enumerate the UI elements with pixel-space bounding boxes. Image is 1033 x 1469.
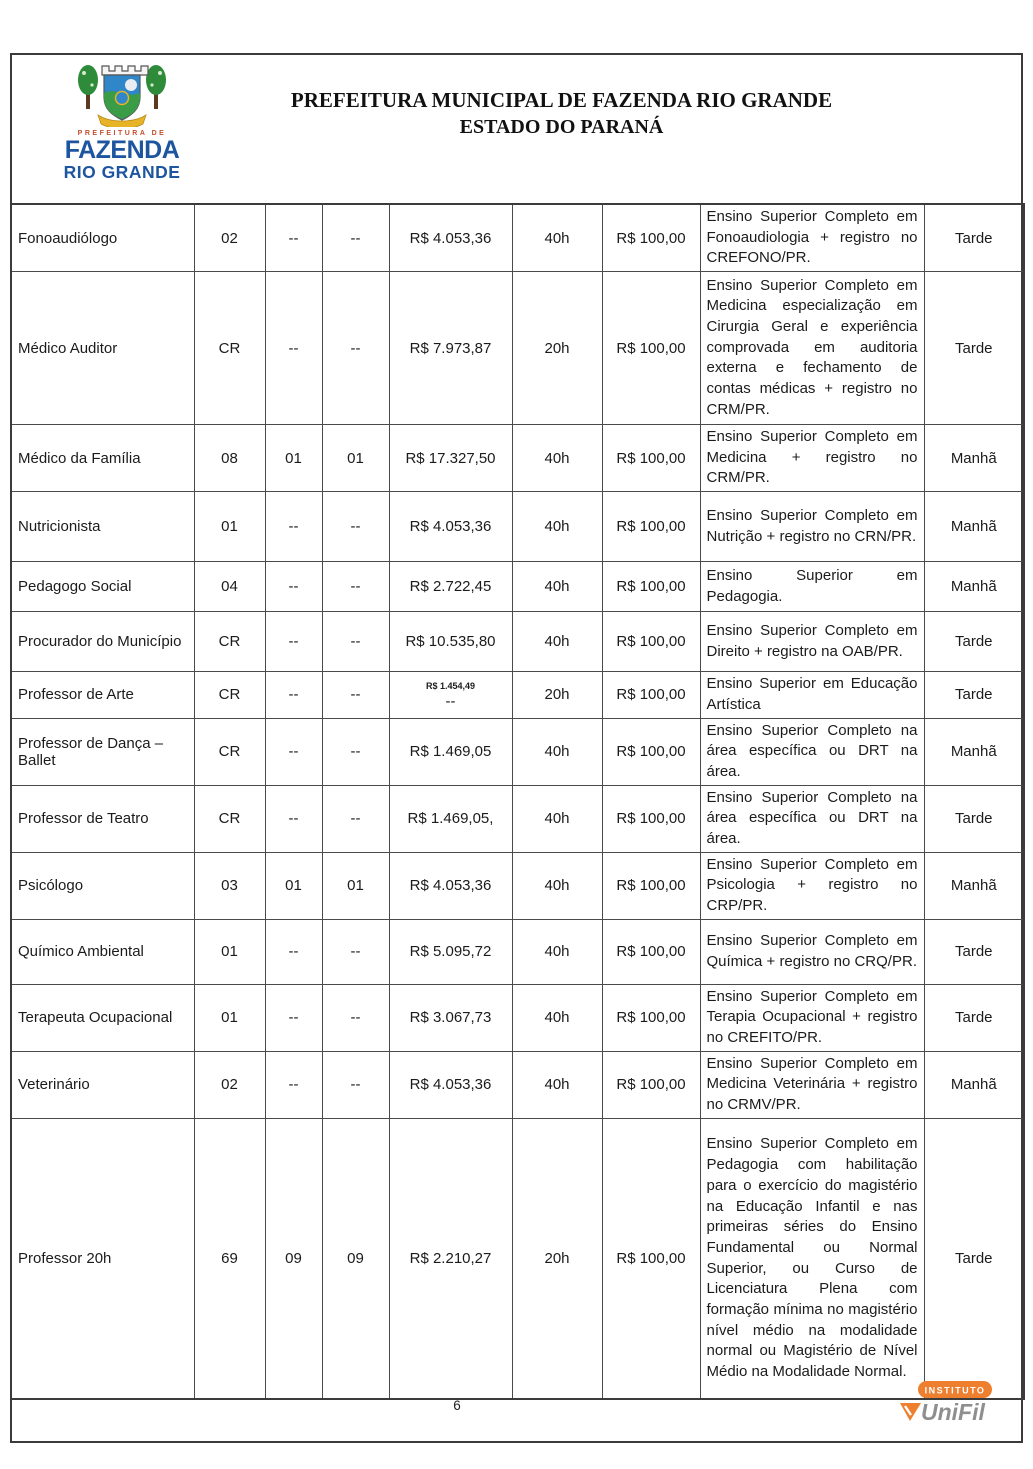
- salary-cell: [389, 612, 512, 672]
- document-title: [142, 87, 981, 140]
- reserved-quota-cell: --: [322, 672, 389, 718]
- table-row: [11, 204, 1024, 272]
- unifil-logo: [894, 1379, 998, 1432]
- salary-value: R$ 1.469,05: [409, 743, 492, 761]
- requirements-cell: Ensino Superior Completo em Fonoaudiologia + registro no CREFONO/PR.: [700, 204, 924, 272]
- page-number: 6: [453, 1398, 461, 1413]
- workload-cell: 40h: [512, 612, 602, 672]
- salary-value: R$ 7.973,87: [409, 339, 492, 357]
- table-row: [11, 672, 1024, 718]
- logo-city-name-2: RIO GRANDE: [63, 161, 181, 182]
- period-cell: Tarde: [924, 204, 1024, 272]
- vacancies-cell: 02: [194, 1051, 265, 1118]
- reserved-quota-cell: --: [322, 785, 389, 852]
- vacancies-table: [10, 203, 1025, 1400]
- svg-text:UniFil: UniFil: [921, 1399, 985, 1425]
- job-title-cell: Fonoaudiólogo: [11, 204, 194, 272]
- reserved-quota-cell: 09: [322, 1118, 389, 1399]
- job-title-cell: Procurador do Município: [11, 612, 194, 672]
- reserved-quota-cell: --: [265, 612, 322, 672]
- salary-value: R$ 4.053,36: [409, 229, 492, 247]
- vacancies-cell: 03: [194, 852, 265, 919]
- salary-cell: [389, 492, 512, 562]
- reserved-quota-cell: --: [322, 919, 389, 984]
- salary-cell: [389, 272, 512, 425]
- table-row: [11, 492, 1024, 562]
- vacancies-cell: CR: [194, 672, 265, 718]
- period-cell: Tarde: [924, 672, 1024, 718]
- requirements-cell: Ensino Superior Completo em Direito + registro na OAB/PR.: [700, 612, 924, 672]
- requirements-cell: Ensino Superior Completo na área específica ou DRT na área.: [700, 718, 924, 785]
- salary-cell: [389, 425, 512, 492]
- reserved-quota-cell: 01: [265, 425, 322, 492]
- reserved-quota-cell: --: [265, 718, 322, 785]
- workload-cell: 20h: [512, 272, 602, 425]
- workload-cell: 20h: [512, 672, 602, 718]
- reserved-quota-cell: --: [322, 492, 389, 562]
- job-title-cell: Professor de Teatro: [11, 785, 194, 852]
- fee-cell: R$ 100,00: [602, 718, 700, 785]
- workload-cell: 40h: [512, 852, 602, 919]
- period-cell: Manhã: [924, 425, 1024, 492]
- salary-value: R$ 3.067,73: [409, 1009, 492, 1027]
- workload-cell: 40h: [512, 204, 602, 272]
- salary-value: R$ 10.535,80: [405, 633, 496, 651]
- logo-pretitle: PREFEITURA DE: [77, 130, 167, 137]
- reserved-quota-cell: --: [322, 718, 389, 785]
- salary-value: R$ 17.327,50: [405, 449, 496, 467]
- vacancies-cell: 01: [194, 492, 265, 562]
- table-row: [11, 272, 1024, 425]
- vacancies-cell: 04: [194, 562, 265, 612]
- salary-value: R$ 2.722,45: [409, 578, 492, 596]
- job-title-cell: Professor de Dança – Ballet: [11, 718, 194, 785]
- salary-cell: [389, 718, 512, 785]
- requirements-cell: Ensino Superior Completo em Medicina + registro no CRM/PR.: [700, 425, 924, 492]
- fee-cell: R$ 100,00: [602, 852, 700, 919]
- requirements-cell: Ensino Superior em Pedagogia.: [700, 562, 924, 612]
- reserved-quota-cell: --: [322, 272, 389, 425]
- table-row: [11, 1118, 1024, 1399]
- fee-cell: R$ 100,00: [602, 425, 700, 492]
- vacancies-cell: CR: [194, 785, 265, 852]
- fee-cell: R$ 100,00: [602, 1118, 700, 1399]
- reserved-quota-cell: 09: [265, 1118, 322, 1399]
- workload-cell: 40h: [512, 919, 602, 984]
- reserved-quota-cell: 01: [322, 425, 389, 492]
- salary-value: R$ 5.095,72: [409, 943, 492, 961]
- vacancies-cell: 69: [194, 1118, 265, 1399]
- table-row: [11, 919, 1024, 984]
- job-title-cell: Médico Auditor: [11, 272, 194, 425]
- vacancies-cell: CR: [194, 612, 265, 672]
- salary-cell: [389, 984, 512, 1051]
- period-cell: Tarde: [924, 785, 1024, 852]
- salary-value: --: [445, 692, 456, 710]
- reserved-quota-cell: --: [322, 562, 389, 612]
- table-row: [11, 1051, 1024, 1118]
- requirements-cell: Ensino Superior Completo em Psicologia + registro no CRP/PR.: [700, 852, 924, 919]
- title-line-1: PREFEITURA MUNICIPAL DE FAZENDA RIO GRANDE: [290, 88, 833, 112]
- salary-value: R$ 2.210,27: [409, 1250, 492, 1268]
- requirements-cell: Ensino Superior Completo em Pedagogia com habilitação para o exercício do magistério na Educação Infantil e nas primeiras séries do Ensino Fundamental ou Normal Superior, ou Curso de Licenciatura Plena com formação mínima no magistério nível médio na modalidade normal ou Magistério de Nível Médio na Modalidade Normal.: [700, 1118, 924, 1399]
- job-title-cell: Professor de Arte: [11, 672, 194, 718]
- reserved-quota-cell: --: [265, 785, 322, 852]
- reserved-quota-cell: --: [322, 984, 389, 1051]
- table-row: [11, 785, 1024, 852]
- salary-cell: [389, 785, 512, 852]
- fee-cell: R$ 100,00: [602, 204, 700, 272]
- reserved-quota-cell: --: [322, 612, 389, 672]
- period-cell: Tarde: [924, 272, 1024, 425]
- reserved-quota-cell: 01: [322, 852, 389, 919]
- reserved-quota-cell: --: [265, 562, 322, 612]
- page-frame: [10, 53, 1023, 1443]
- fee-cell: R$ 100,00: [602, 562, 700, 612]
- workload-cell: 40h: [512, 984, 602, 1051]
- table-row: [11, 612, 1024, 672]
- workload-cell: 40h: [512, 1051, 602, 1118]
- period-cell: Manhã: [924, 1051, 1024, 1118]
- requirements-cell: Ensino Superior Completo na área específica ou DRT na área.: [700, 785, 924, 852]
- period-cell: Manhã: [924, 492, 1024, 562]
- period-cell: Tarde: [924, 612, 1024, 672]
- reserved-quota-cell: --: [265, 672, 322, 718]
- job-title-cell: Terapeuta Ocupacional: [11, 984, 194, 1051]
- salary-value: R$ 4.053,36: [409, 1076, 492, 1094]
- reserved-quota-cell: --: [265, 204, 322, 272]
- job-title-cell: Químico Ambiental: [11, 919, 194, 984]
- salary-cell: [389, 204, 512, 272]
- workload-cell: 40h: [512, 785, 602, 852]
- table-row: [11, 984, 1024, 1051]
- svg-text:INSTITUTO: INSTITUTO: [924, 1385, 986, 1396]
- period-cell: Manhã: [924, 718, 1024, 785]
- job-title-cell: Pedagogo Social: [11, 562, 194, 612]
- job-title-cell: Psicólogo: [11, 852, 194, 919]
- period-cell: Tarde: [924, 919, 1024, 984]
- workload-cell: 20h: [512, 1118, 602, 1399]
- salary-cell: [389, 919, 512, 984]
- workload-cell: 40h: [512, 425, 602, 492]
- period-cell: Tarde: [924, 984, 1024, 1051]
- vacancies-cell: 08: [194, 425, 265, 492]
- fee-cell: R$ 100,00: [602, 672, 700, 718]
- salary-cell: [389, 562, 512, 612]
- vacancies-cell: CR: [194, 272, 265, 425]
- requirements-cell: Ensino Superior Completo em Química + registro no CRQ/PR.: [700, 919, 924, 984]
- vacancies-cell: CR: [194, 718, 265, 785]
- reserved-quota-cell: 01: [265, 852, 322, 919]
- table-row: [11, 562, 1024, 612]
- fee-cell: R$ 100,00: [602, 785, 700, 852]
- fee-cell: R$ 100,00: [602, 984, 700, 1051]
- salary-cell: [389, 1118, 512, 1399]
- salary-cell: [389, 672, 512, 718]
- vacancies-cell: 01: [194, 984, 265, 1051]
- reserved-quota-cell: --: [265, 492, 322, 562]
- fee-cell: R$ 100,00: [602, 919, 700, 984]
- job-title-cell: Médico da Família: [11, 425, 194, 492]
- salary-value: R$ 4.053,36: [409, 877, 492, 895]
- fee-cell: R$ 100,00: [602, 1051, 700, 1118]
- job-title-cell: Veterinário: [11, 1051, 194, 1118]
- reserved-quota-cell: --: [322, 1051, 389, 1118]
- fee-cell: R$ 100,00: [602, 612, 700, 672]
- job-title-cell: Nutricionista: [11, 492, 194, 562]
- reserved-quota-cell: --: [265, 1051, 322, 1118]
- vacancies-cell: 02: [194, 204, 265, 272]
- period-cell: Manhã: [924, 562, 1024, 612]
- requirements-cell: Ensino Superior Completo em Medicina Veterinária + registro no CRMV/PR.: [700, 1051, 924, 1118]
- requirements-cell: Ensino Superior Completo em Nutrição + registro no CRN/PR.: [700, 492, 924, 562]
- period-cell: Tarde: [924, 1118, 1024, 1399]
- table-row: [11, 852, 1024, 919]
- salary-cell: [389, 1051, 512, 1118]
- logo-city-name: FAZENDA: [64, 135, 180, 164]
- salary-value: R$ 1.469,05,: [407, 810, 494, 828]
- requirements-cell: Ensino Superior em Educação Artística: [700, 672, 924, 718]
- salary-note: R$ 1.454,49: [425, 681, 476, 692]
- table-row: [11, 425, 1024, 492]
- workload-cell: 40h: [512, 562, 602, 612]
- salary-value: R$ 4.053,36: [409, 518, 492, 536]
- period-cell: Manhã: [924, 852, 1024, 919]
- reserved-quota-cell: --: [265, 984, 322, 1051]
- unifil-logo-icon: [894, 1379, 998, 1427]
- reserved-quota-cell: --: [265, 272, 322, 425]
- requirements-cell: Ensino Superior Completo em Terapia Ocupacional + registro no CREFITO/PR.: [700, 984, 924, 1051]
- requirements-cell: Ensino Superior Completo em Medicina especialização em Cirurgia Geral e experiência comprovada em auditoria externa e fechamento de contas médicas + registro no CRM/PR.: [700, 272, 924, 425]
- salary-cell: [389, 852, 512, 919]
- document-header: [12, 55, 1021, 203]
- vacancies-cell: 01: [194, 919, 265, 984]
- job-title-cell: Professor 20h: [11, 1118, 194, 1399]
- table-row: [11, 718, 1024, 785]
- title-line-2: ESTADO DO PARANÁ: [459, 116, 664, 139]
- reserved-quota-cell: --: [265, 919, 322, 984]
- workload-cell: 40h: [512, 492, 602, 562]
- workload-cell: 40h: [512, 718, 602, 785]
- fee-cell: R$ 100,00: [602, 272, 700, 425]
- reserved-quota-cell: --: [322, 204, 389, 272]
- fee-cell: R$ 100,00: [602, 492, 700, 562]
